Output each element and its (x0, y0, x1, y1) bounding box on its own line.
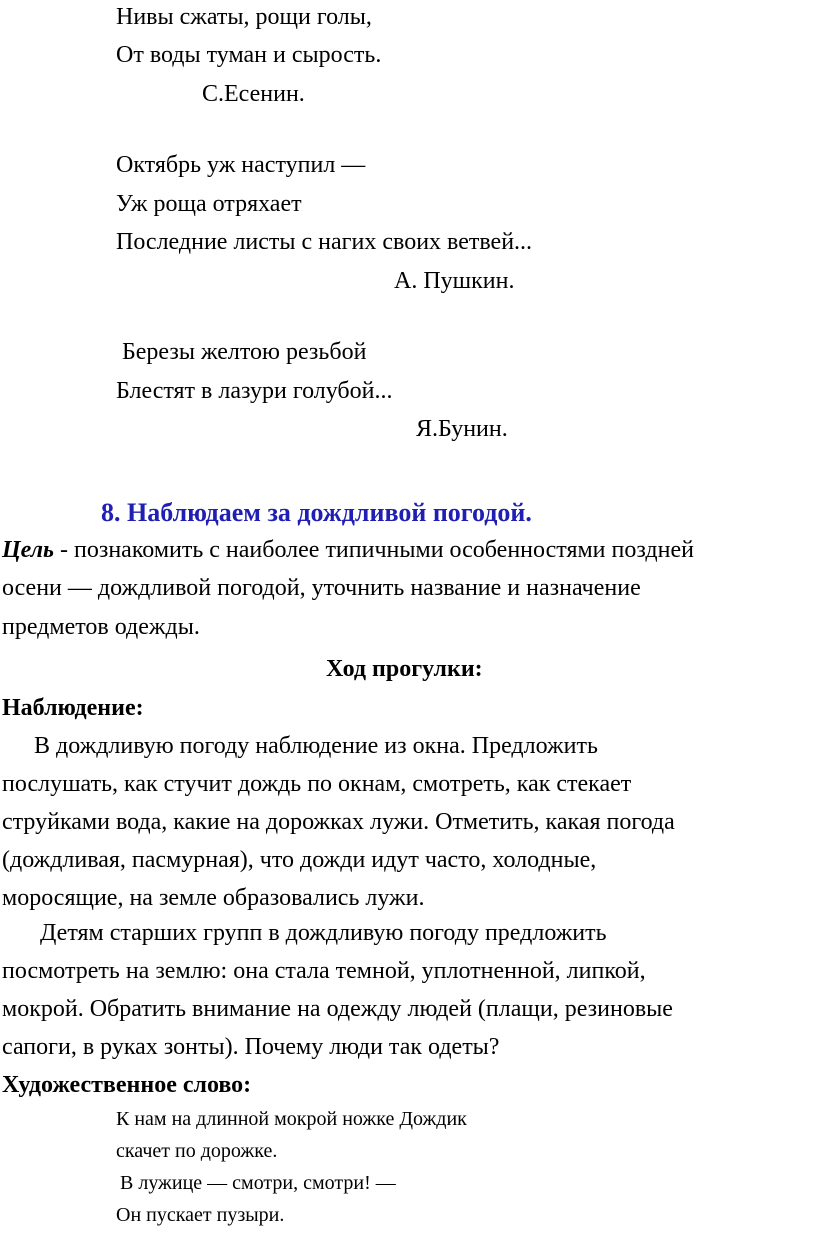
walk-heading: Ход прогулки: (326, 656, 483, 682)
art-word-heading: Художественное слово: (2, 1072, 252, 1098)
poem-3-line-2: Блестят в лазури голубой... (116, 378, 393, 404)
poem-1-line-1: Нивы сжаты, рощи голы, (116, 4, 372, 30)
observation-line-5: моросящие, на земле образовались лужи. (2, 885, 425, 911)
goal-line-3: предметов одежды. (2, 614, 200, 640)
poem-3-line-1: Березы желтою резьбой (122, 339, 367, 365)
poem-2-line-3: Последние листы с нагих своих ветвей... (116, 229, 533, 255)
poem-3-author: Я.Бунин. (416, 416, 508, 442)
section-heading: 8. Наблюдаем за дождливой погодой. (101, 498, 532, 527)
observation-line-4: (дождливая, пасмурная), что дожди идут часто, холодные, (2, 847, 597, 873)
poem-2-author: А. Пушкин. (394, 268, 515, 294)
older-groups-line-3: мокрой. Обратить внимание на одежду людей (плащи, резиновые (2, 996, 673, 1022)
goal-label: Цель (2, 537, 55, 563)
poem-1-line-2: От воды туман и сырость. (116, 42, 382, 68)
art-word-line-3: В лужице — смотри, смотри! — (120, 1172, 396, 1194)
poem-2-line-2: Уж роща отряхает (116, 191, 302, 217)
observation-line-1: В дождливую погоду наблюдение из окна. Предложить (34, 733, 598, 759)
poem-1-author: С.Есенин. (202, 81, 305, 107)
observation-line-3: струйками вода, какие на дорожках лужи. Отметить, какая погода (2, 809, 675, 835)
goal-line-2: осени — дождливой погодой, уточнить название и назначение (2, 575, 641, 601)
older-groups-line-4: сапоги, в руках зонты). Почему люди так одеты? (2, 1034, 500, 1060)
poem-2-line-1: Октябрь уж наступил — (116, 152, 366, 178)
art-word-line-4: Он пускает пузыри. (116, 1204, 285, 1226)
older-groups-line-2: посмотреть на землю: она стала темной, уплотненной, липкой, (2, 958, 646, 984)
art-word-line-1: К нам на длинной мокрой ножке Дождик (116, 1108, 467, 1130)
observation-line-2: послушать, как стучит дождь по окнам, смотреть, как стекает (2, 771, 632, 797)
art-word-line-2: скачет по дорожке. (116, 1140, 278, 1162)
goal-text-1: - познакомить с наиболее типичными особенностями поздней (54, 537, 694, 563)
goal-line-1 (2, 535, 694, 565)
observation-heading: Наблюдение: (2, 695, 144, 721)
older-groups-line-1: Детям старших групп в дождливую погоду предложить (40, 920, 607, 946)
